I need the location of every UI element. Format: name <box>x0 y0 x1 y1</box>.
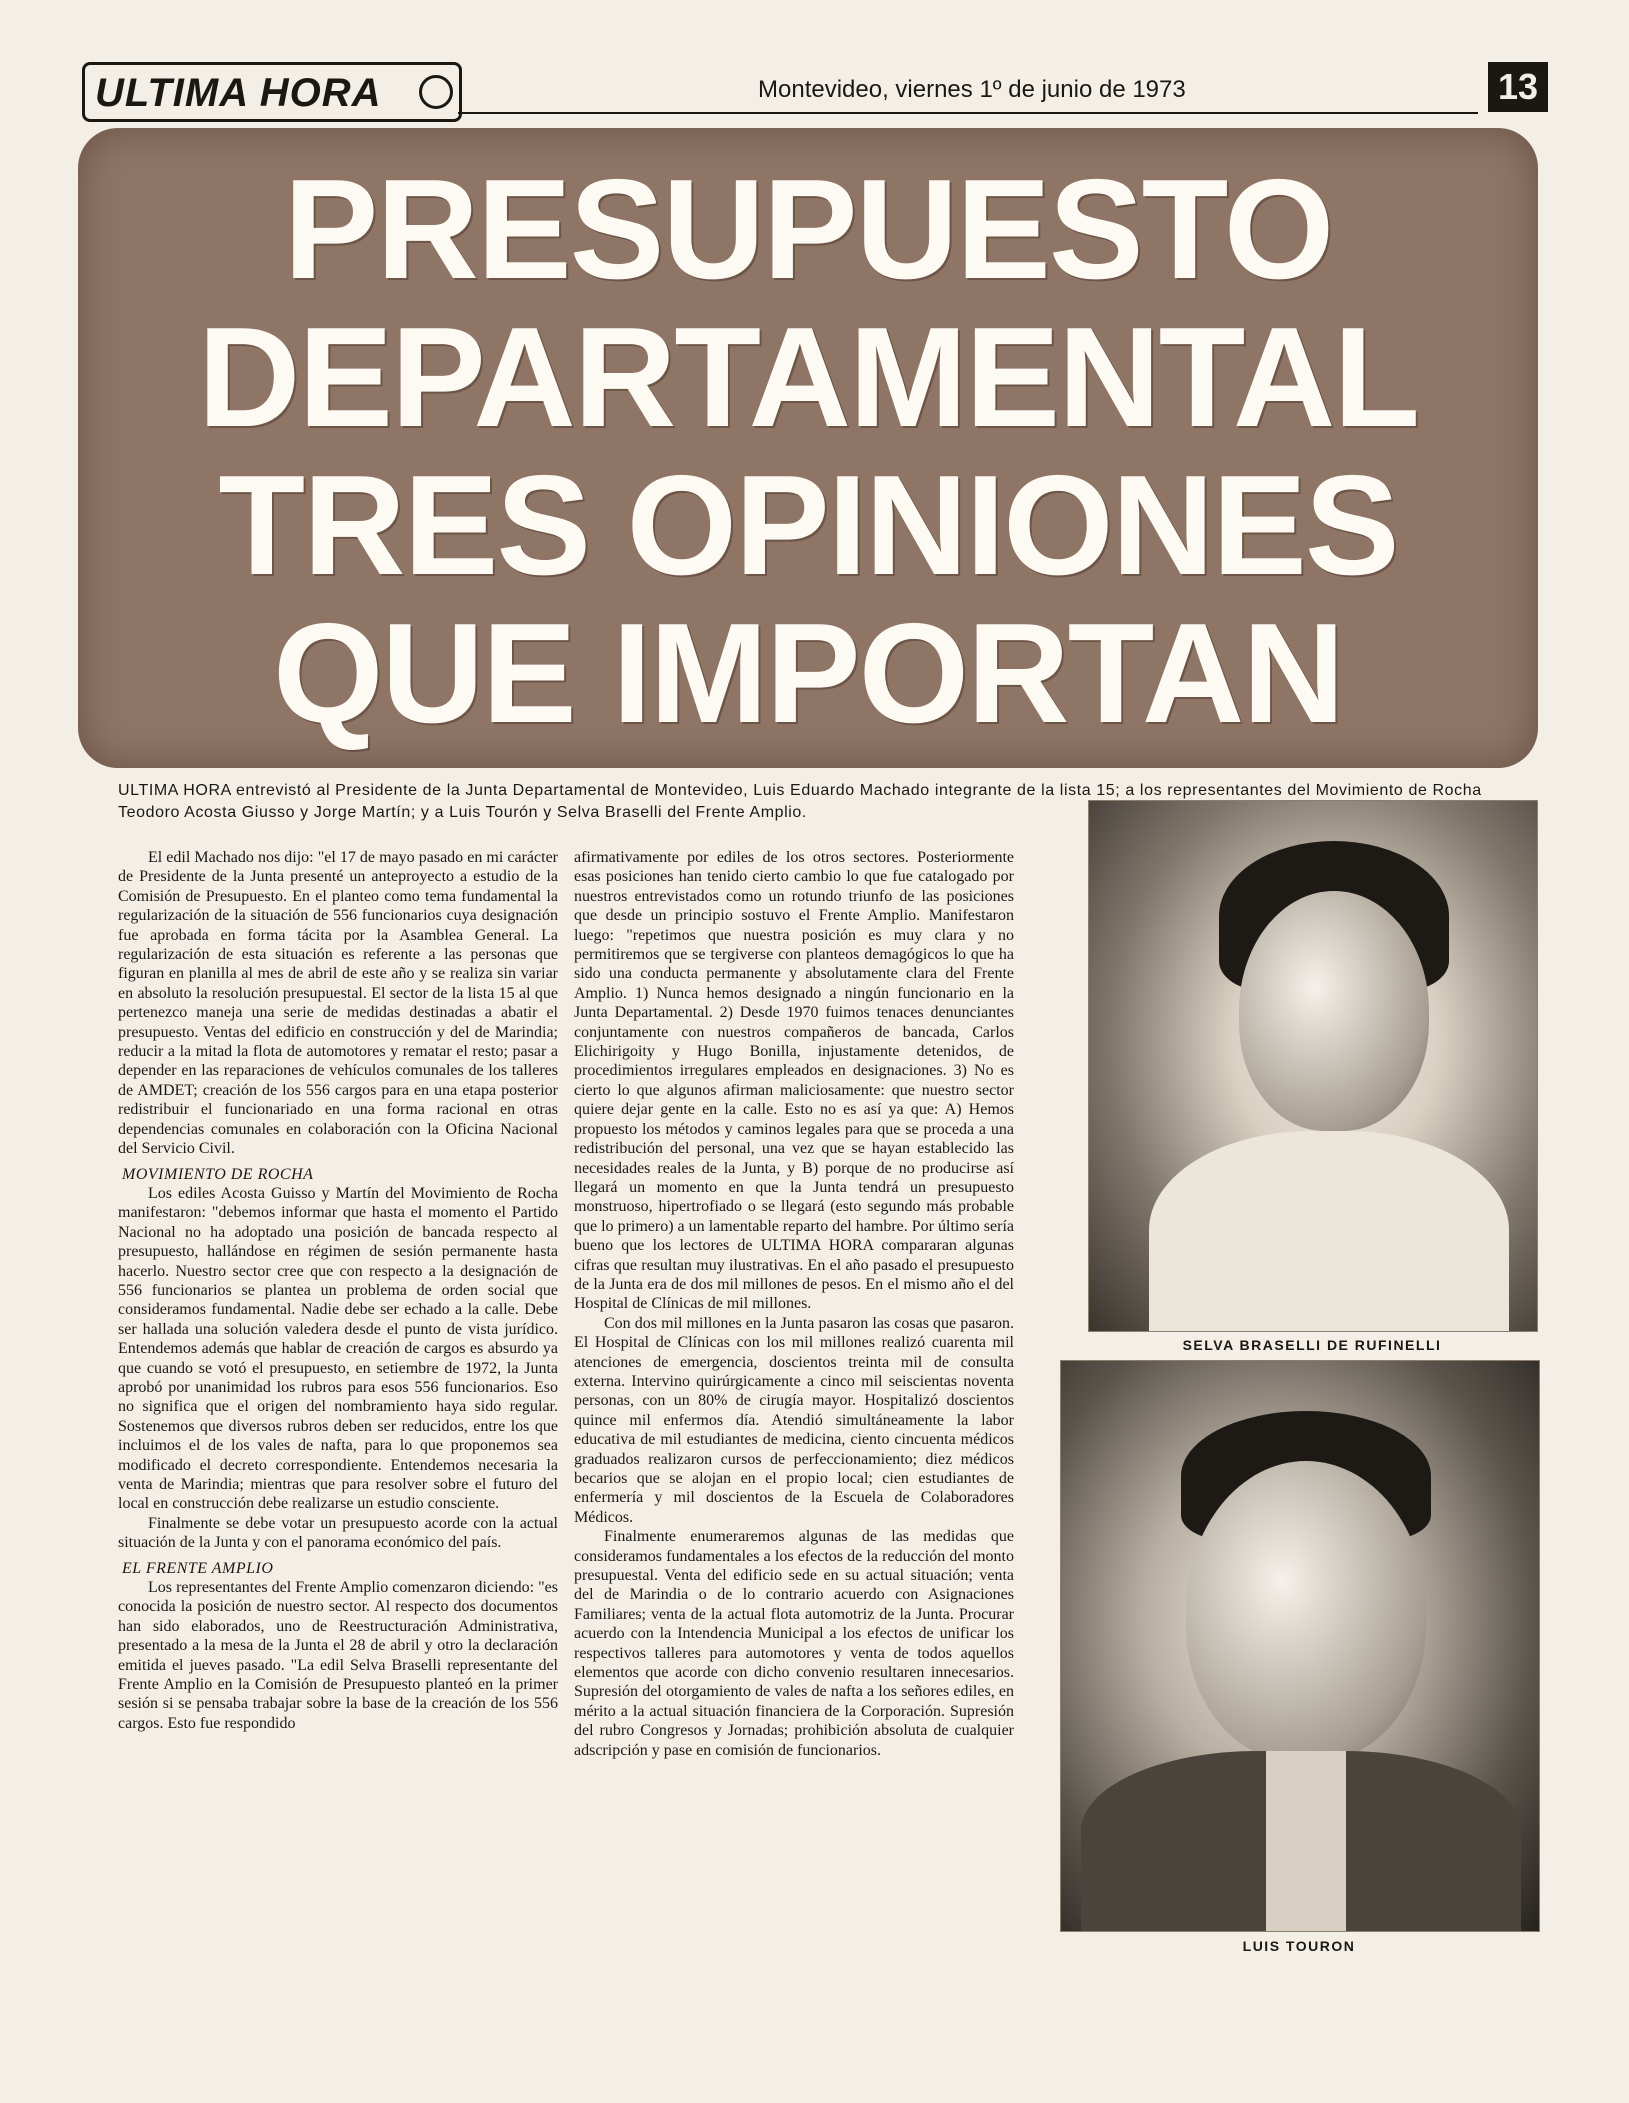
headline <box>78 150 1538 753</box>
headline-line-3: TRES OPINIONES <box>218 446 1398 605</box>
paragraph: afirmativamente por ediles de los otros sectores. Posteriormente esas posiciones han tenido cierto cambio lo que fue catalogado por nuestros entrevistados como un rotundo triunfo de las posiciones que desde un principio sostuvo el Frente Amplio. Manifestaron luego: "repetimos que nuestra posición es muy clara y no permitiremos que se tergiverse con planteos demagógicos lo que ha sido una conducta permanente y absolutamente clara del Frente Amplio. 1) Nunca hemos designado a ningún funcionario en la Junta Departamental. 2) Desde 1970 fuimos tenaces denunciantes conjuntamente con nuestros compañeros de bancada, Carlos Elichirigoity y Hugo Bonilla, injustamente detenidos, de procedimientos irregulares empleados en designaciones. 3) No es cierto lo que algunos afirman maliciosamente: que nuestro sector quiere dejar gente en la calle. Esto no es así ya que: A) Hemos propuesto los métodos y caminos legales para que se proceda a una redistribución del personal, una vez que se hayan establecido las necesidades reales de la Junta, y B) porque de no producirse así llegará un momento en que la Junta tendrá un presupuesto monstruoso, hipertrofiado o se llegará (esto segundo más probable que lo primero) a un lamentable reparto del hambre. Por último sería bueno que los lectores de ULTIMA HORA compararan algunas cifras que resultan muy ilustrativas. En el año pasado el presupuesto de la Junta era de dos mil millones de pesos. En el mismo año el del Hospital de Clínicas de mil millones. <box>574 849 1014 1313</box>
paragraph: Los representantes del Frente Amplio comenzaron diciendo: "es conocida la posición de nuestro sector. Al respecto dos documentos han sido elaborados, uno de Reestructuración Administrativa, presentado a la mesa de la Junta el 28 de abril y otro la declaración emitida el jueves pasado. "La edil Selva Braselli representante del Frente Amplio en la Comisión de Presupuesto planteó en la primer sesión si se pensaba trabajar sobre la base de la creación de los 556 cargos. Esto fue respondido <box>118 1579 558 1732</box>
page-number: 13 <box>1488 62 1548 112</box>
newspaper-logo <box>82 62 462 122</box>
face-shape <box>1239 891 1429 1131</box>
article-intro: ULTIMA HORA entrevistó al Presidente de la Junta Departamental de Montevideo, Luis Eduardo Machado integrante de la lista 15; a los representantes del Movimiento de Rocha Teodoro Acosta Giusso y Jorge Martín; y a Luis Tourón y Selva Braselli del Frente Amplio. <box>118 782 1482 821</box>
article-column-2 <box>574 848 1014 1760</box>
paragraph: El edil Machado nos dijo: "el 17 de mayo pasado en mi carácter de Presidente de la Junta presenté un anteproyecto a estudio de la Comisión de Presupuesto. En el planteo como tema fundamental la regularización de la situación de 556 funcionarios cuya designación fue aprobada en forma tácita por la Asamblea General. La regularización de esta situación es referente a las personas que figuran en planilla al mes de abril de este año y se realiza sin variar en absoluto la resolución presupuestal. El sector de la lista 15 al que pertenezco maneja una serie de medidas destinadas a abatir el presupuesto. Ventas del edificio en construcción y del de Marindia; reducir a la mitad la flota de automotores y rematar el resto; pasar a depender en las reparaciones de vehículos comunales de los talleres de AMDET; creación de los 556 cargos para en una etapa posterior redistribuir el funcionariado en una forma racional en otras dependencias comunales en colaboración con la Oficina Nacional del Servicio Civil. <box>118 849 558 1158</box>
dateline: Montevideo, viernes 1º de junio de 1973 <box>758 76 1186 103</box>
photo-caption-1: SELVA BRASELLI DE RUFINELLI <box>1182 1337 1442 1353</box>
subheading-frente-amplio: EL FRENTE AMPLIO <box>122 1559 274 1577</box>
paragraph: Finalmente se debe votar un presupuesto acorde con la actual situación de la Junta y con el panorama económico del país. <box>118 1514 558 1552</box>
masthead-rule <box>458 112 1478 114</box>
headline-line-4: QUE IMPORTAN <box>273 594 1343 753</box>
shoulders-shape <box>1149 1131 1509 1332</box>
shirt-shape <box>1266 1751 1346 1932</box>
portrait-photo-touron <box>1060 1360 1540 1932</box>
portrait-photo-braselli <box>1088 800 1538 1332</box>
paragraph: Finalmente enumeraremos algunas de las medidas que consideramos fundamentales a los efectos de la reducción del monto presupuestal. Venta del edificio sede en su actual situación; venta del de Marindia o de lo contrario acuerdo con Asignaciones Familiares; venta de la actual flota automotriz de la Junta. Procurar acuerdo con la Intendencia Municipal a los efectos de unificar los respectivos talleres para automotores y venta de todos aquellos elementos que acorde con dicho convenio resultaren innecesarios. Supresión del otorgamiento de vales de nafta a los señores ediles, en mérito a la actual situación financiera de la Corporación. Supresión del rubro Congresos y Jornadas; prohibición absoluta de cualquier adscripción y pase en comisión de funcionarios. <box>574 1528 1014 1759</box>
subheading-movimiento-de-rocha: MOVIMIENTO DE ROCHA <box>122 1165 314 1183</box>
face-shape <box>1186 1461 1426 1761</box>
article-column-1 <box>118 848 558 1733</box>
headline-box <box>78 128 1538 768</box>
headline-line-2: DEPARTAMENTAL <box>197 298 1419 457</box>
paragraph: Los ediles Acosta Guisso y Martín del Movimiento de Rocha manifestaron: "debemos informar que hasta el momento el Partido Nacional no ha adoptado una posición de bancada respecto al presupuesto, hallándose en régimen de sesión permanente hasta hacerlo. Nuestro sector cree que con respecto a la designación de 556 funcionarios se plantea un problema de orden social que consideramos fundamental. Nadie debe ser echado a la calle. Debe ser hallada una solución valedera desde el punto de vista jurídico. Entendemos además que hablar de creación de cargos es absurdo ya que cuando se votó el presupuesto, en setiembre de 1972, la Junta aprobó por unanimidad los rubros para esos 556 funcionarios. Eso no significa que el origen del nombramiento haya sido regular. Sostenemos que diversos rubros deben ser reducidos, entre los que incluimos el de los vales de nafta, para lo que proponemos sea modificado el decreto correspondiente. Entendemos necesaria la venta de Marindia; mientras que para resolver sobre el futuro del local en construcción debe realizarse un estudio consciente. <box>118 1184 558 1513</box>
masthead <box>78 62 1548 132</box>
paragraph: Con dos mil millones en la Junta pasaron las cosas que pasaron. El Hospital de Clínicas con los mil millones realizó cuarenta mil atenciones de emergencia, doscientos treinta mil de consulta externa. Intervino quirúrgicamente a cinco mil seiscientas noventa personas, con un 80% de cirugía mayor. Hospitalizó doscientos quince mil enfermos día. Atendió simultáneamente la labor educativa de mil estudiantes de medicina, ciento cincuenta médicos graduados realizaron cursos de perfeccionamiento; diez médicos becarios que se alojan en el propio local; cien estudiantes de enfermería y mil doscientos de la Escuela de Colaboradores Médicos. <box>574 1314 1014 1526</box>
photo-caption-2: LUIS TOURON <box>1242 1938 1356 1954</box>
horse-rider-icon <box>419 75 453 109</box>
logo-text: ULTIMA HORA <box>95 71 382 115</box>
headline-line-1: PRESUPUESTO <box>283 150 1333 309</box>
